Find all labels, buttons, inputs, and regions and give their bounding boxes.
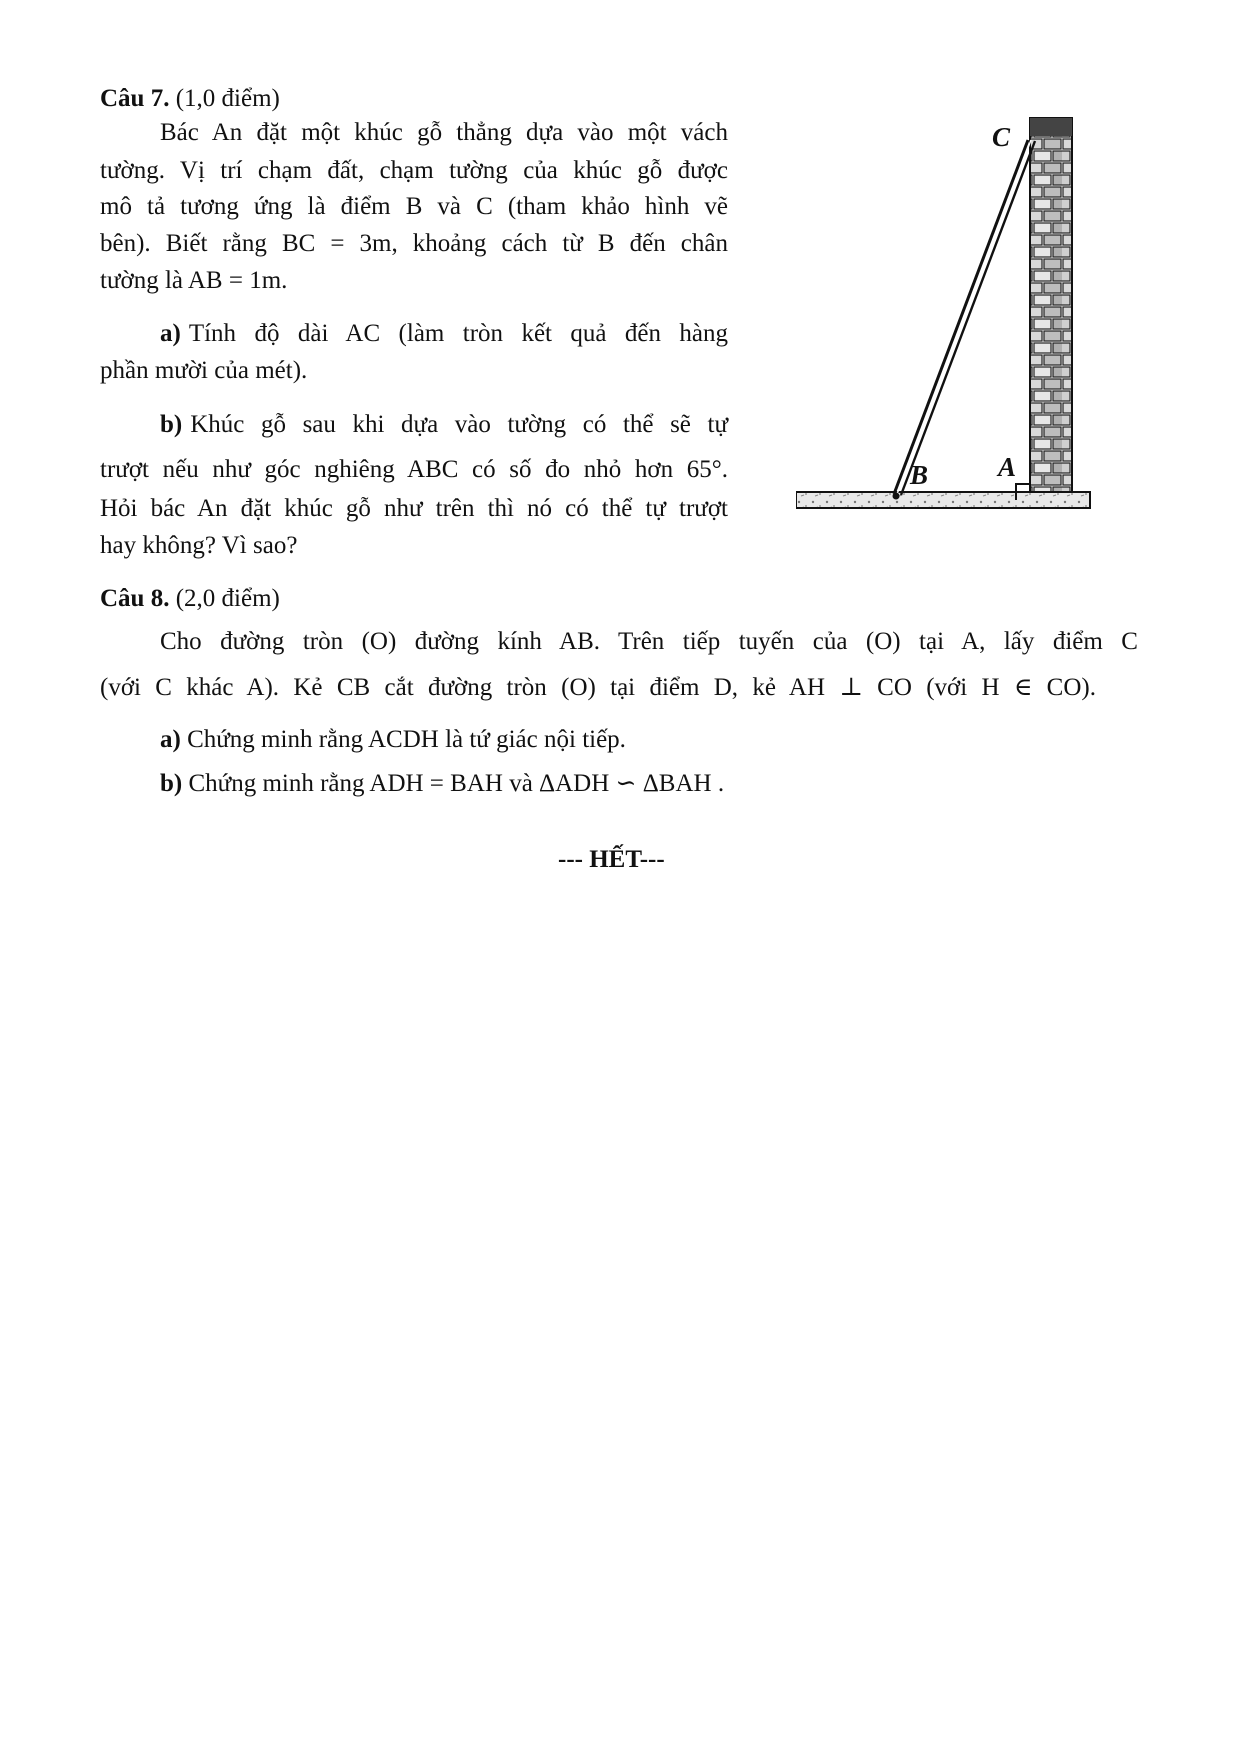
q7-part-a-label: a) [160, 320, 181, 347]
q7-part-b-line-3: Hỏi bác An đặt khúc gỗ như trên thì nó có thể tự trượt [100, 495, 728, 522]
q7-part-b-label: b) [160, 411, 183, 438]
q7-part-b-line-1 [160, 410, 728, 440]
ground-strip [796, 492, 1090, 508]
q8-part-b-line [160, 769, 724, 799]
q7-intro-line-5: tường là AB = 1m. [100, 267, 288, 294]
q7-heading-line [100, 84, 280, 114]
q7-intro-line-4: bên). Biết rằng BC = 3m, khoảng cách từ B đến chân [100, 230, 728, 257]
label-a: A [998, 452, 1017, 482]
q7-intro-line-1: Bác An đặt một khúc gỗ thẳng dựa vào một vách [160, 119, 728, 146]
q7-intro-line-2: tường. Vị trí chạm đất, chạm tường của khúc gỗ được [100, 157, 728, 184]
q8-part-b-text: Chứng minh rằng ADH = BAH và ΔADH ∽ ΔBAH . [188, 770, 725, 797]
q7-intro-line-3: mô tả tương ứng là điểm B và C (tham khảo hình vẽ [100, 193, 728, 220]
wall-top [1030, 118, 1072, 136]
q7-points: (1,0 điểm) [175, 85, 280, 112]
q8-intro-line-2: (với C khác A). Kẻ CB cắt đường tròn (O) tại điểm D, kẻ AH ⊥ CO (với H ∈ CO). [100, 674, 1096, 701]
ladder-wall-figure [796, 114, 1096, 524]
q8-intro-line-1: Cho đường tròn (O) đường kính AB. Trên tiếp tuyến của (O) tại A, lấy điểm C [160, 628, 1138, 655]
q8-heading: Câu 8. [100, 585, 170, 612]
q7-part-b-line-2: trượt nếu như góc nghiêng ABC có số đo nhỏ hơn 65°. [100, 456, 728, 483]
q8-part-a-label: a) [160, 726, 181, 753]
q8-part-b-label: b) [160, 770, 183, 797]
end-marker: --- HẾT--- [558, 846, 665, 873]
label-b: B [910, 460, 929, 490]
q7-part-a-line-1 [160, 319, 728, 349]
q8-part-a-line [160, 725, 626, 755]
q8-points: (2,0 điểm) [175, 585, 280, 612]
q7-heading: Câu 7. [100, 85, 170, 112]
label-c: C [992, 122, 1011, 152]
q7-part-a-text-1: Tính độ dài AC (làm tròn kết quả đến hàng [188, 320, 728, 347]
wooden-beam [894, 140, 1028, 494]
q7-part-b-text-1: Khúc gỗ sau khi dựa vào tường có thể sẽ tự [190, 411, 728, 438]
q7-part-b-line-4: hay không? Vì sao? [100, 532, 298, 559]
brick-wall [1030, 118, 1072, 500]
point-b-dot [893, 493, 900, 500]
q8-part-a-text: Chứng minh rằng ACDH là tứ giác nội tiếp. [187, 726, 626, 753]
q7-part-a-line-2: phần mười của mét). [100, 357, 308, 384]
q8-heading-line [100, 584, 280, 614]
